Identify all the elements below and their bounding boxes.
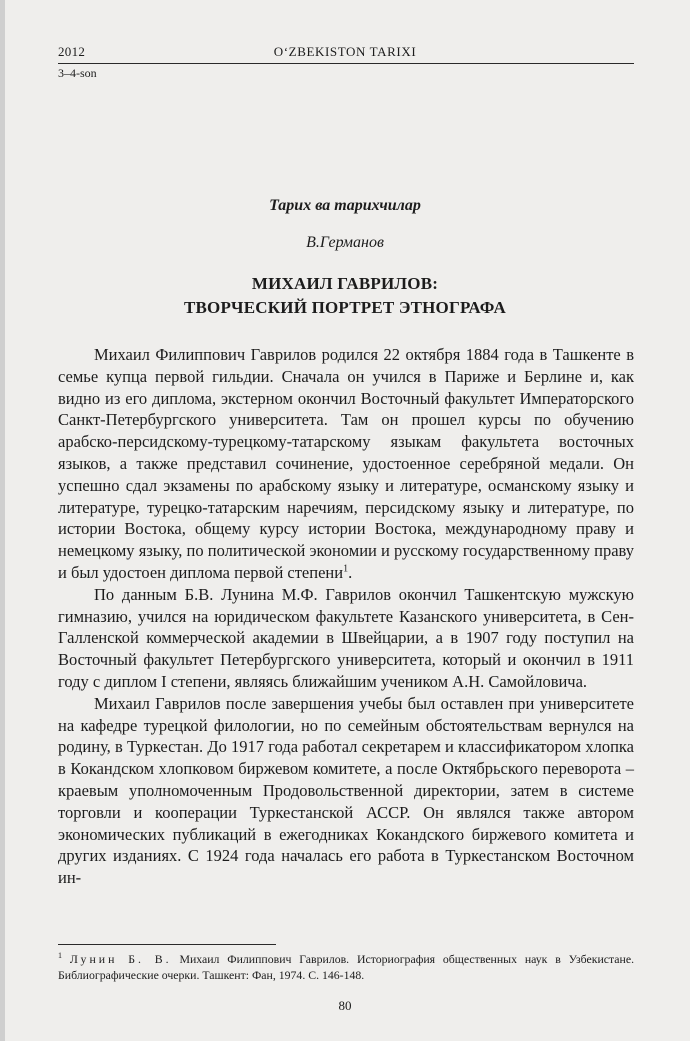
body-paragraph-2: По данным Б.В. Лунина М.Ф. Гаврилов окончил Ташкентскую мужскую гимназию, учился на юридическом факультете Казанского университета, в Сен-Галленской коммерческой академии в Швейцарии, а в 1907 году поступил на Восточный факультет Петербургского университета, который и окончил в 1911 году с диплом I степени, являясь ближайшим учеником А.Н. Самойловича. <box>58 584 634 691</box>
header-year: 2012 <box>58 44 86 59</box>
scan-edge <box>0 0 5 1041</box>
header-rule <box>58 63 634 64</box>
footnote-text: Михаил Филиппович Гаврилов. Историография общественных наук в Узбекистане. Библиографические очерки. Ташкент: Фан, 1974. С. 146-148. <box>58 952 635 982</box>
footnote-reference: 1 <box>343 563 349 575</box>
header-issue: 3–4-son <box>58 66 97 80</box>
footnote-author: Лунин Б. В. <box>69 952 172 966</box>
paragraph-1-text: Михаил Филиппович Гаврилов родился 22 октября 1884 года в Ташкенте в семье купца первой гильдии. Сначала он учился в Париже и Берлине и, как видно из его диплома, экстерном окончил Восточный факультет Императорского Санкт-Петербургского университета. Там он прошел курсы по обучению арабско-персидскому-турецкому-татарскому языкам факультета восточных языков, а также представил сочинение, удостоенное серебряной медали. Он успешно сдал экзамены по арабскому языку и литературе, османскому языку и литературе, турецко-татарским наречиям, персидскому языку и литературе, по истории Востока, общему курсу истории Востока, международному праву и немецкому языку, по политической экономии и русскому государственному праву и был удостоен диплома первой степени <box>58 345 634 582</box>
article-title-line-1: МИХАИЛ ГАВРИЛОВ: <box>251 274 439 293</box>
article-body <box>58 344 634 889</box>
article-title-line-2: ТВОРЧЕСКИЙ ПОРТРЕТ ЭТНОГРАФА <box>183 298 507 317</box>
body-paragraph-1: Михаил Филиппович Гаврилов родился 22 октября 1884 года в Ташкенте в семье купца первой гильдии. Сначала он учился в Париже и Берлине и, как видно из его диплома, экстерном окончил Восточный факультет Императорского Санкт-Петербургского университета. Там он прошел курсы по обучению арабско-персидскому-турецкому-татарскому языкам факультета восточных языков, а также представил сочинение, удостоенное серебряной медали. Он успешно сдал экзамены по арабскому языку и литературе, османскому языку и литературе, турецко-татарским наречиям, персидскому языку и литературе, по истории Востока, общему курсу истории Востока, международному праву и немецкому языку, по политической экономии и русскому государственному праву и был удостоен диплома первой степени$^1$. <box>58 345 634 582</box>
header-journal-title: O‘ZBEKISTON TARIXI <box>273 44 417 59</box>
page-number: 80 <box>338 998 352 1013</box>
footnote-rule <box>58 944 276 945</box>
body-paragraph-3: Михаил Гаврилов после завершения учебы был оставлен при университете на кафедре турецкой филологии, но по семейным обстоятельствам вернулся на родину, в Туркестан. До 1917 года работал секретарем и классификатором хлопка в Кокандском хлопковом биржевом комитете, а после Октябрьского переворота – краевым уполномоченным Продовольственной директории, затем в системе торговли и кооперации Туркестанской АССР. Он являлся также автором экономических публикаций в ежегодниках Кокандского биржевого комитета и других изданиях. С 1924 года началась его работа в Туркестанском Восточном ин- <box>58 693 634 888</box>
footnote <box>58 951 634 983</box>
article-author: В.Германов <box>306 234 384 251</box>
footnote-number: 1 <box>58 951 62 961</box>
section-heading: Тарих ва тарихчилар <box>269 197 421 214</box>
